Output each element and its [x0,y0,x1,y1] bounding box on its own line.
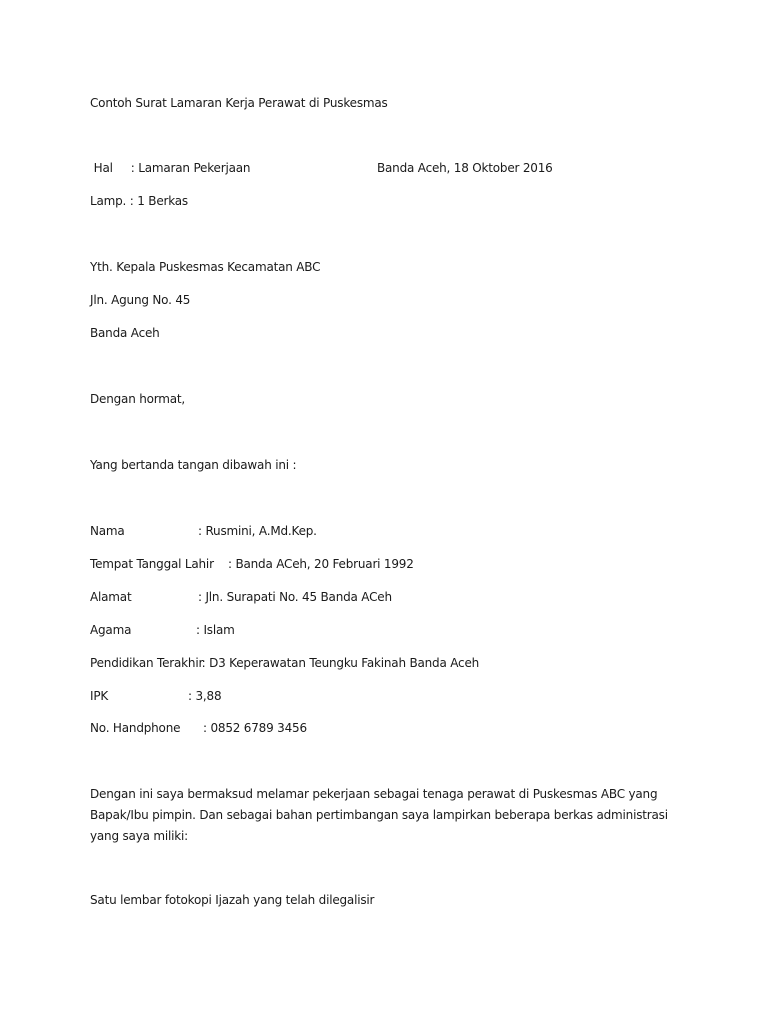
field-label-alamat: Alamat [90,590,132,604]
field-label-nama: Nama [90,524,125,538]
field-label-ipk: IPK [90,689,109,703]
letter-date: Banda Aceh, 18 Oktober 2016 [377,161,553,175]
field-value-pendidikan: : D3 Keperawatan Teungku Fakinah Banda Aceh [198,656,480,670]
field-label-handphone: No. Handphone [90,721,181,735]
intro-line: Yang bertanda tangan dibawah ini : [90,458,297,472]
recipient-line-1: Yth. Kepala Puskesmas Kecamatan ABC [90,260,321,274]
hal-line: Hal : Lamaran Pekerjaan [90,161,251,175]
lamp-line: Lamp. : 1 Berkas [90,194,188,208]
field-label-agama: Agama [90,623,132,637]
field-value-ipk: : 3,88 [188,689,222,703]
field-value-agama: : Islam [196,623,235,637]
document-title: Contoh Surat Lamaran Kerja Perawat di Puskesmas [90,96,388,110]
field-value-ttl: : Banda ACeh, 20 Februari 1992 [228,557,414,571]
field-value-alamat: : Jln. Surapati No. 45 Banda ACeh [198,590,392,604]
recipient-line-2: Jln. Agung No. 45 [90,293,191,307]
recipient-line-3: Banda Aceh [90,326,160,340]
field-label-ttl: Tempat Tanggal Lahir [90,557,214,571]
attachment-item: Satu lembar fotokopi Ijazah yang telah dilegalisir [90,893,375,907]
field-value-nama: : Rusmini, A.Md.Kep. [198,524,317,538]
greeting: Dengan hormat, [90,392,186,406]
field-value-handphone: : 0852 6789 3456 [203,721,307,735]
field-label-pendidikan: Pendidikan Terakhir [90,656,204,670]
body-paragraph: Dengan ini saya bermaksud melamar pekerjaan sebagai tenaga perawat di Puskesmas ABC yang Bapak/Ibu pimpin. Dan sebagai bahan pertimbangan saya lampirkan beberapa berkas administrasi yang saya miliki: [90,787,668,843]
